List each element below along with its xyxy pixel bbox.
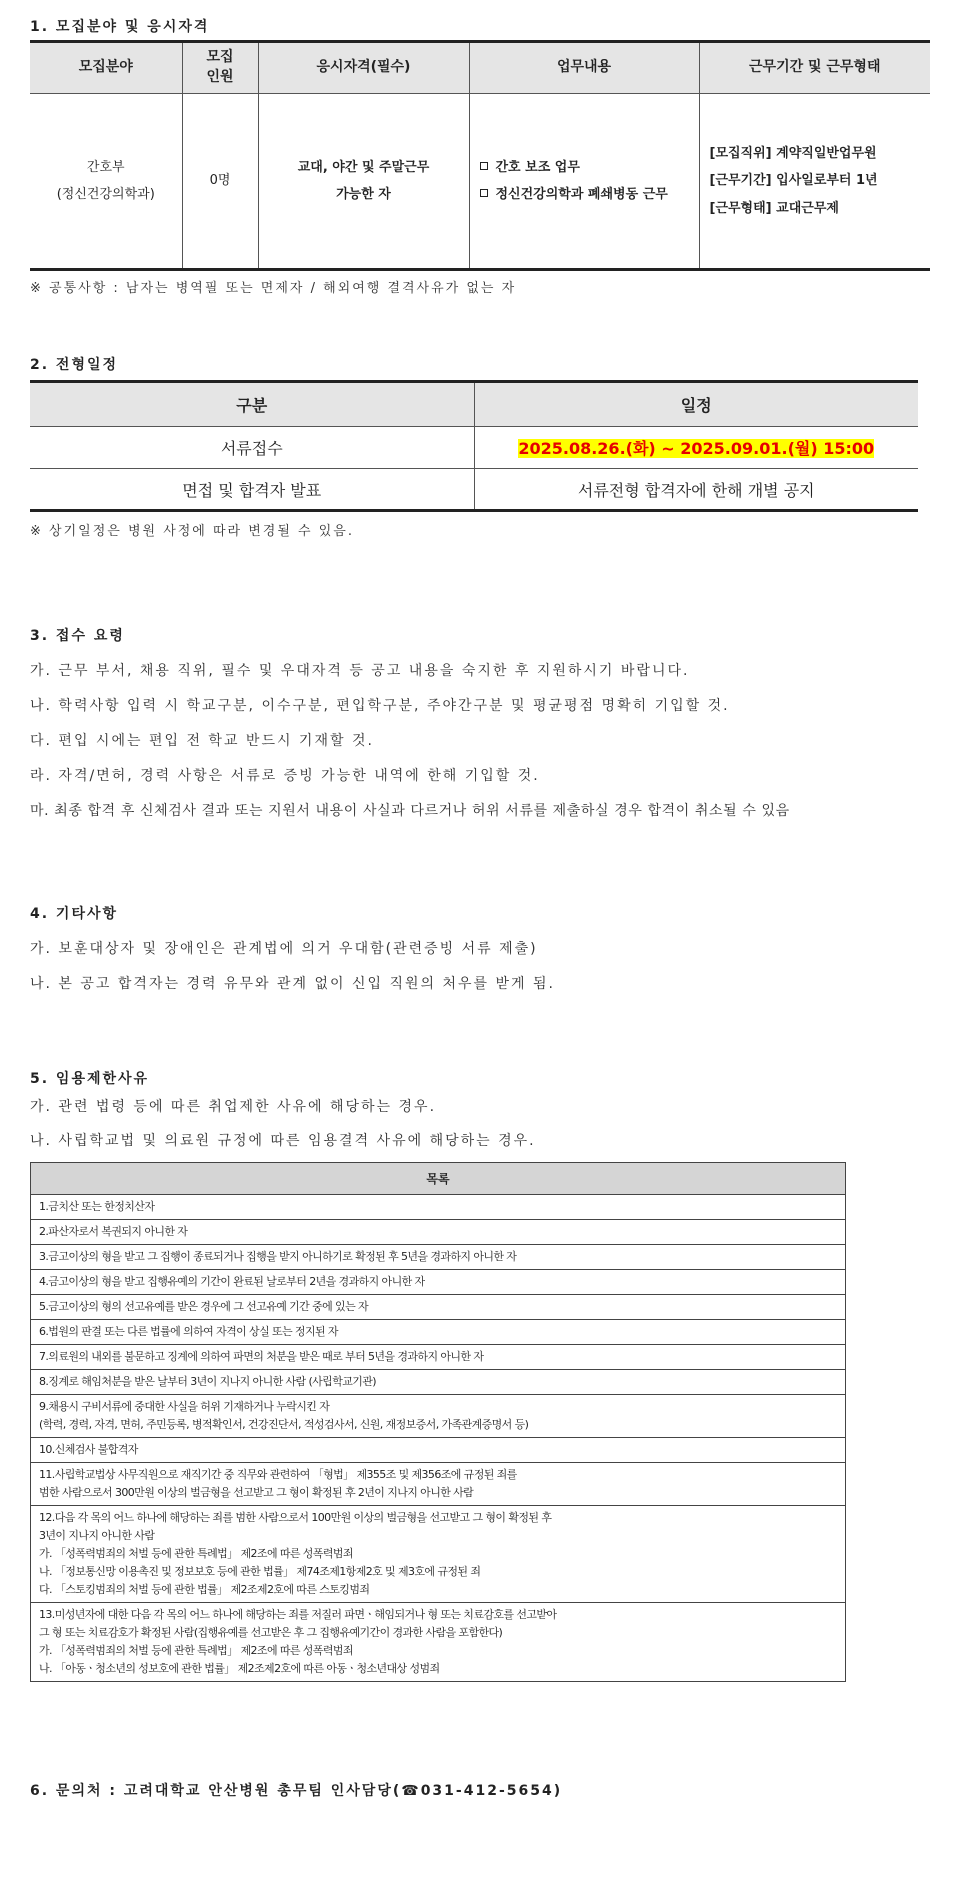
row-line: 가. 「성폭력범죄의 처벌 등에 관한 특례법」 제2조에 따른 성폭력범죄 xyxy=(39,1547,353,1560)
row-line: 12.다음 각 목의 어느 하나에 해당하는 죄를 범한 사람으로서 100만원 이상의 벌금형을 선고받고 그 형이 확정된 후 xyxy=(39,1511,552,1524)
row-line: 11.사립학교법상 사무직원으로 재직기간 중 직무와 관련하여 「형법」 제355조 및 제356조에 규정된 죄를 xyxy=(39,1468,517,1481)
list-item: 가. 근무 부서, 채용 직위, 필수 및 우대자격 등 공고 내용을 숙지한 후 지원하시기 바랍니다. xyxy=(30,663,690,679)
list-item: 마. 최종 합격 후 신체검사 결과 또는 지원서 내용이 사실과 다르거나 허위 서류를 제출하실 경우 합격이 취소될 수 있음 xyxy=(30,803,790,819)
list-item: 나. 본 공고 합격자는 경력 유무와 관계 없이 신입 직원의 처우를 받게 됨. xyxy=(30,976,555,992)
row-line: 3.금고이상의 형을 받고 그 집행이 종료되거나 집행을 받지 아니하기로 확정된 후 5년을 경과하지 아니한 자 xyxy=(39,1250,517,1263)
list-item: 가. 보훈대상자 및 장애인은 관계법에 의거 우대함(관련증빙 서류 제출) xyxy=(30,941,538,957)
schedule-value: 서류전형 합격자에 한해 개별 공지 xyxy=(474,469,918,511)
table-cell xyxy=(31,1603,846,1682)
section2-note: ※ 상기일정은 병원 사정에 따라 변경될 수 있음. xyxy=(30,524,354,539)
list-item: 나. 사립학교법 및 의료원 규정에 따른 임용결격 사유에 해당하는 경우. xyxy=(30,1133,536,1149)
table-cell xyxy=(31,1506,846,1603)
cell-qualification: 교대, 야간 및 주말근무 가능한 자 xyxy=(258,94,469,270)
row-line: 나. 「아동ㆍ청소년의 성보호에 관한 법률」 제2조제2호에 따른 아동ㆍ청소년대상 성범죄 xyxy=(39,1662,440,1675)
schedule-label: 면접 및 합격자 발표 xyxy=(30,469,474,511)
cell-count: 0명 xyxy=(182,94,258,270)
cell-duty: 간호 보조 업무 정신건강의학과 폐쇄병동 근무 xyxy=(469,94,699,270)
list-item: 다. 편입 시에는 편입 전 학교 반드시 기재할 것. xyxy=(30,733,374,749)
section2-title: 2. 전형일정 xyxy=(30,357,119,373)
table-row xyxy=(31,1395,846,1438)
header-term: 근무기간 및 근무형태 xyxy=(699,42,930,94)
table-row xyxy=(31,1220,846,1245)
table-cell xyxy=(31,1270,846,1295)
row-line: (학력, 경력, 자격, 면허, 주민등록, 병적확인서, 건강진단서, 적성검사서, 신원, 재정보증서, 가족관계증명서 등) xyxy=(39,1418,529,1431)
table-row xyxy=(31,1438,846,1463)
header-count: 모집 인원 xyxy=(182,42,258,94)
table-row xyxy=(31,1195,846,1220)
header-list: 목록 xyxy=(31,1163,846,1195)
section3-title: 3. 접수 요령 xyxy=(30,628,125,644)
row-line: 13.미성년자에 대한 다음 각 목의 어느 하나에 해당하는 죄를 저질러 파면ㆍ해임되거나 형 또는 치료감호를 선고받아 xyxy=(39,1608,557,1621)
row-line: 10.신체검사 불합격자 xyxy=(39,1443,138,1456)
row-line: 그 형 또는 치료감호가 확정된 사람(집행유예를 선고받은 후 그 집행유예기간이 경과한 사람을 포함한다) xyxy=(39,1626,503,1639)
disqualification-table xyxy=(30,1162,846,1682)
row-line: 나. 「정보통신망 이용촉진 및 정보보호 등에 관한 법률」 제74조제1항제2호 및 제3호에 규정된 죄 xyxy=(39,1565,481,1578)
table-cell xyxy=(31,1345,846,1370)
square-bullet-icon xyxy=(480,189,488,197)
table-row xyxy=(31,1295,846,1320)
row-line: 5.금고이상의 형의 선고유예를 받은 경우에 그 선고유예 기간 중에 있는 자 xyxy=(39,1300,369,1313)
table-row xyxy=(31,1270,846,1295)
section1-note: ※ 공통사항 : 남자는 병역필 또는 면제자 / 해외여행 결격사유가 없는 자 xyxy=(30,281,517,296)
row-line: 4.금고이상의 형을 받고 집행유예의 기간이 완료된 날로부터 2년을 경과하지 아니한 자 xyxy=(39,1275,425,1288)
schedule-table xyxy=(30,380,918,512)
header-schedule: 일정 xyxy=(474,382,918,427)
row-line: 6.법원의 판결 또는 다른 법률에 의하여 자격이 상실 또는 정지된 자 xyxy=(39,1325,338,1338)
table-cell xyxy=(31,1463,846,1506)
list-item: 나. 학력사항 입력 시 학교구분, 이수구분, 편입학구분, 주야간구분 및 평균평점 명확히 기입할 것. xyxy=(30,698,730,714)
square-bullet-icon xyxy=(480,162,488,170)
table-row xyxy=(31,1370,846,1395)
section1-title: 1. 모집분야 및 응시자격 xyxy=(30,19,210,35)
row-line: 다. 「스토킹범죄의 처벌 등에 관한 법률」 제2조제2호에 따른 스토킹범죄 xyxy=(39,1583,370,1596)
row-line: 2.파산자로서 복권되지 아니한 자 xyxy=(39,1225,188,1238)
table-cell xyxy=(31,1438,846,1463)
table-cell xyxy=(31,1320,846,1345)
disqualification-rows xyxy=(31,1195,846,1682)
table-cell xyxy=(31,1245,846,1270)
table-cell xyxy=(31,1195,846,1220)
section5-title: 5. 임용제한사유 xyxy=(30,1071,150,1087)
header-duty: 업무내용 xyxy=(469,42,699,94)
recruitment-table xyxy=(30,40,930,271)
header-qualification: 응시자격(필수) xyxy=(258,42,469,94)
row-line: 8.징계로 해임처분을 받은 날부터 3년이 지나지 아니한 사람 (사립학교기관) xyxy=(39,1375,377,1388)
row-line: 9.채용시 구비서류에 중대한 사실을 허위 기재하거나 누락시킨 자 xyxy=(39,1400,330,1413)
header-field: 모집분야 xyxy=(30,42,182,94)
table-cell xyxy=(31,1295,846,1320)
schedule-label: 서류접수 xyxy=(30,427,474,469)
table-row xyxy=(31,1245,846,1270)
table-cell xyxy=(31,1395,846,1438)
table-row xyxy=(31,1603,846,1682)
row-line: 1.금치산 또는 한정치산자 xyxy=(39,1200,155,1213)
section4-title: 4. 기타사항 xyxy=(30,906,119,922)
row-line: 범한 사람으로서 300만원 이상의 벌금형을 선고받고 그 형이 확정된 후 2년이 지나지 아니한 사람 xyxy=(39,1486,474,1499)
row-line: 3년이 지나지 아니한 사람 xyxy=(39,1529,155,1542)
contact-line: 6. 문의처 : 고려대학교 안산병원 총무팀 인사담당(☎031-412-5654) xyxy=(30,1783,563,1799)
list-item: 가. 관련 법령 등에 따른 취업제한 사유에 해당하는 경우. xyxy=(30,1099,437,1115)
table-row xyxy=(31,1506,846,1603)
table-row xyxy=(31,1345,846,1370)
table-cell xyxy=(31,1370,846,1395)
cell-field: 간호부 (정신건강의학과) xyxy=(30,94,182,270)
header-category: 구분 xyxy=(30,382,474,427)
schedule-value: 2025.08.26.(화) ~ 2025.09.01.(월) 15:00 xyxy=(474,427,918,469)
row-line: 7.의료원의 내외를 불문하고 징계에 의하여 파면의 처분을 받은 때로 부터 5년을 경과하지 아니한 자 xyxy=(39,1350,484,1363)
table-row xyxy=(31,1320,846,1345)
table-row xyxy=(31,1463,846,1506)
table-cell xyxy=(31,1220,846,1245)
list-item: 라. 자격/면허, 경력 사항은 서류로 증빙 가능한 내역에 한해 기입할 것. xyxy=(30,768,540,784)
row-line: 가. 「성폭력범죄의 처벌 등에 관한 특례법」 제2조에 따른 성폭력범죄 xyxy=(39,1644,353,1657)
cell-term: [모집직위] 계약직일반업무원 [근무기간] 입사일로부터 1년 [근무형태] 교대근무제 xyxy=(699,94,930,270)
